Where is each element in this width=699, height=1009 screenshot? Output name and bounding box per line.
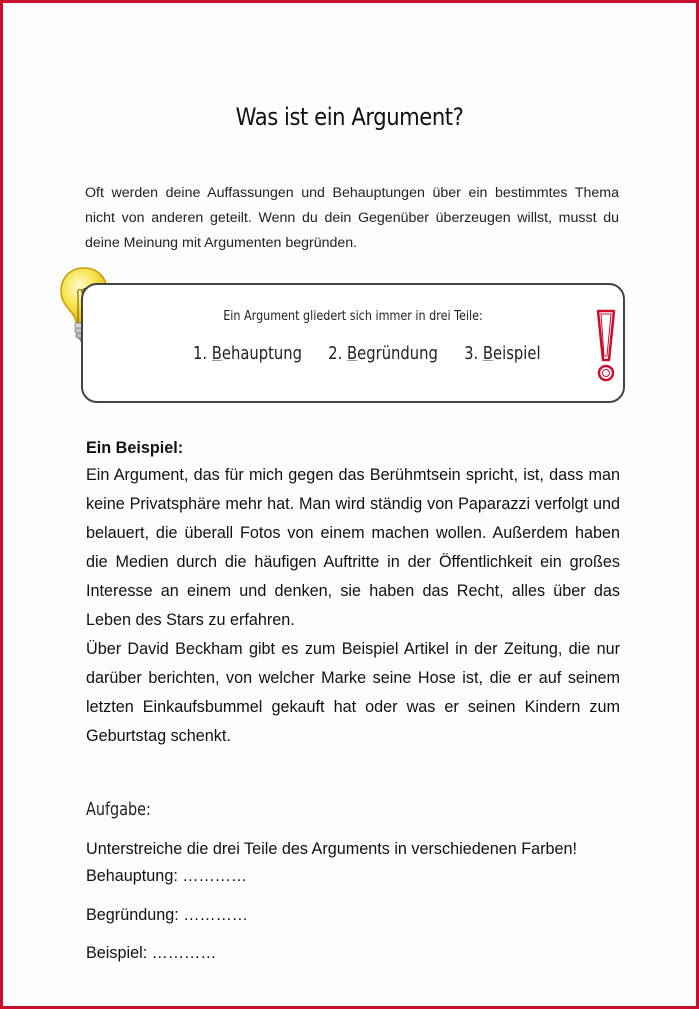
example-heading: Ein Beispiel: <box>86 439 184 457</box>
part-begruendung <box>328 343 438 364</box>
part-number: 2. <box>328 343 343 364</box>
part-initial: B <box>482 343 494 364</box>
page-title: Was ist ein Argument? <box>235 103 464 131</box>
field-begruendung: Begründung: ………… <box>86 906 248 924</box>
task-instruction: Unterstreiche die drei Teile des Arguments in verschiedenen Farben! <box>86 840 577 858</box>
box-subtitle: Ein Argument gliedert sich immer in drei Teile: <box>223 309 483 324</box>
part-behauptung <box>193 343 302 364</box>
part-rest: ehauptung <box>221 343 303 364</box>
part-rest: eispiel <box>493 343 541 364</box>
argument-structure-box <box>81 283 625 403</box>
example-section <box>86 435 620 751</box>
field-behauptung: Behauptung: ………… <box>86 867 248 885</box>
example-paragraph-1: Ein Argument, das für mich gegen das Berühmtsein spricht, ist, dass man keine Privatsphäre mehr hat. Man wird ständig von Paparazzi verfolgt und belauert, die überall Fotos von einem machen wollen. Außerdem haben die Medien durch die häufigen Auftritte in der Öffentlichkeit ein großes Interesse an einem und denken, sie haben das Recht, alles über das Leben des Stars zu erfahren. <box>86 466 620 629</box>
example-paragraph-2: Über David Beckham gibt es zum Beispiel Artikel in der Zeitung, die nur darüber berichten, von welcher Marke seine Hose ist, die er auf seinem letzten Einkaufsbummel gekauft hat oder was er seinen Kindern zum Geburtstag schenkt. <box>86 640 620 745</box>
part-number: 3. <box>464 343 479 364</box>
intro-paragraph: Oft werden deine Auffassungen und Behauptungen über ein bestimmtes Thema nicht von anderen geteilt. Wenn du dein Gegenüber überzeugen willst, musst du deine Meinung mit Argumenten begründen. <box>85 185 619 251</box>
argument-parts <box>193 343 541 364</box>
part-initial: B <box>211 343 222 364</box>
exclamation-icon <box>593 308 619 389</box>
task-heading: Aufgabe: <box>86 799 151 820</box>
part-beispiel <box>464 343 540 364</box>
part-number: 1. <box>193 343 208 364</box>
part-initial: B <box>347 343 358 364</box>
field-beispiel: Beispiel: ………… <box>86 944 217 962</box>
part-rest: egründung <box>357 343 438 364</box>
